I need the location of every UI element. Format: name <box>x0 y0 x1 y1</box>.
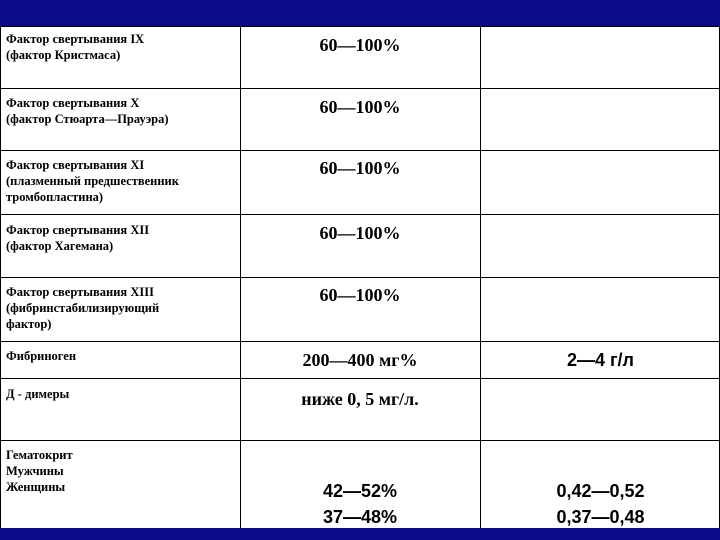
si-value: 2—4 г/л <box>567 350 634 370</box>
norm-value: 60—100% <box>319 97 401 117</box>
name-line: (фактор Кристмаса) <box>6 48 121 62</box>
row-divider <box>0 341 720 342</box>
name-line: Гематокрит <box>6 448 73 462</box>
si-line: 0,37—0,48 <box>556 507 645 527</box>
row-divider <box>0 440 720 441</box>
norm-value <box>241 478 479 530</box>
norm-line: 42—52% <box>322 481 398 501</box>
table-row-name <box>6 447 234 495</box>
name-line: Фактор свертывания XI <box>6 158 145 172</box>
norm-value: 200—400 мг% <box>302 350 418 370</box>
name-line: фактор) <box>6 317 52 331</box>
norm-value: 60—100% <box>319 158 401 178</box>
si-line: 0,42—0,52 <box>556 481 645 501</box>
si-value <box>481 478 720 530</box>
reference-values-table <box>0 26 720 528</box>
name-line: Фактор свертывания IX <box>6 32 145 46</box>
top-title-bar <box>0 0 720 26</box>
row-divider <box>0 277 720 278</box>
row-divider <box>0 26 720 27</box>
bottom-bar <box>0 528 720 540</box>
name-line: Мужчины <box>6 464 64 478</box>
name-line: (фактор Стюарта—Прауэра) <box>6 112 169 126</box>
table-row-name <box>6 348 234 364</box>
name-line: (плазменный предшественник <box>6 174 179 188</box>
norm-line: 37—48% <box>322 507 398 527</box>
name-line: тромбопластина) <box>6 190 104 204</box>
table-row-name <box>6 31 234 63</box>
name-line: Д - димеры <box>6 387 70 401</box>
name-line: Фактор свертывания XII <box>6 223 150 237</box>
name-line: Фактор свертывания X <box>6 96 140 110</box>
norm-value: 60—100% <box>319 285 401 305</box>
norm-value: ниже 0, 5 мг/л. <box>301 389 419 409</box>
table-row-name <box>6 222 234 254</box>
name-line: Фактор свертывания XIII <box>6 285 154 299</box>
row-divider <box>0 378 720 379</box>
name-line: Фибриноген <box>6 349 77 363</box>
row-divider <box>0 214 720 215</box>
row-divider <box>0 150 720 151</box>
norm-value: 60—100% <box>319 35 401 55</box>
name-line: Женщины <box>6 480 66 494</box>
name-line: (фибринстабилизирующий <box>6 301 160 315</box>
table-row-name <box>6 386 234 402</box>
name-line: (фактор Хагемана) <box>6 239 114 253</box>
norm-value: 60—100% <box>319 223 401 243</box>
table-row-name <box>6 284 234 332</box>
column-divider <box>0 26 1 528</box>
table-row-name <box>6 157 234 205</box>
row-divider <box>0 88 720 89</box>
column-divider <box>480 26 481 528</box>
table-row-name <box>6 95 234 127</box>
